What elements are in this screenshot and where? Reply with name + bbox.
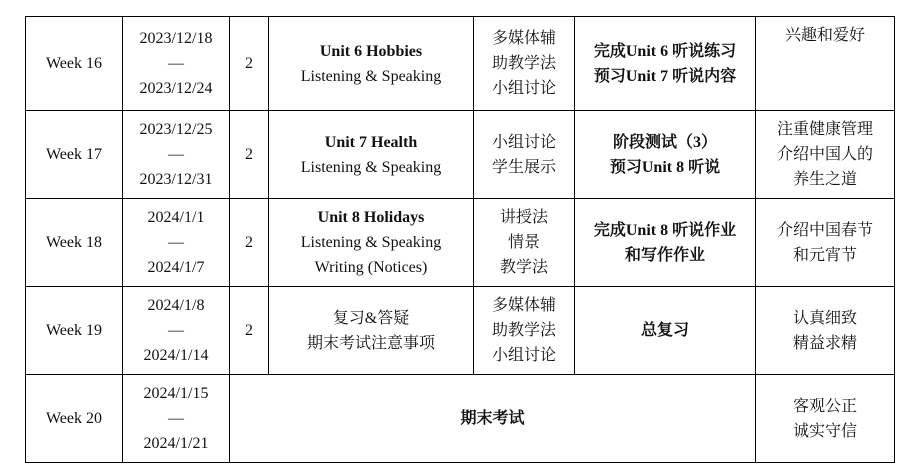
ideology-cell: 注重健康管理 介绍中国人的 养生之道	[756, 111, 895, 199]
week-cell: Week 17	[26, 111, 123, 199]
ideology-cell: 认真细致 精益求精	[756, 287, 895, 375]
method-cell: 多媒体辅 助教学法 小组讨论	[474, 287, 575, 375]
hours-cell: 2	[230, 17, 269, 111]
method-cell: 多媒体辅 助教学法 小组讨论	[474, 17, 575, 111]
date-cell: 2023/12/18 — 2023/12/24	[123, 17, 230, 111]
table-row	[26, 199, 895, 287]
content-cell: Unit 8 Holidays Listening & Speaking Writing (Notices)	[269, 199, 474, 287]
table-row	[26, 111, 895, 199]
content-cell: Unit 7 Health Listening & Speaking	[269, 111, 474, 199]
hours-cell: 2	[230, 111, 269, 199]
date-cell: 2024/1/15 — 2024/1/21	[123, 375, 230, 463]
week-cell: Week 16	[26, 17, 123, 111]
date-cell: 2024/1/1 — 2024/1/7	[123, 199, 230, 287]
date-cell: 2024/1/8 — 2024/1/14	[123, 287, 230, 375]
hours-cell: 2	[230, 287, 269, 375]
method-cell: 小组讨论 学生展示	[474, 111, 575, 199]
table-row	[26, 375, 895, 463]
content-cell: Unit 6 Hobbies Listening & Speaking	[269, 17, 474, 111]
assignment-cell: 完成Unit 6 听说练习 预习Unit 7 听说内容	[575, 17, 756, 111]
hours-cell: 2	[230, 199, 269, 287]
content-cell: 复习&答疑 期末考试注意事项	[269, 287, 474, 375]
schedule-table	[25, 16, 895, 463]
assignment-cell: 阶段测试（3） 预习Unit 8 听说	[575, 111, 756, 199]
week-cell: Week 19	[26, 287, 123, 375]
table-row	[26, 17, 895, 111]
assignment-cell: 完成Unit 8 听说作业 和写作作业	[575, 199, 756, 287]
final-exam-cell: 期末考试	[230, 375, 756, 463]
assignment-cell: 总复习	[575, 287, 756, 375]
ideology-cell: 客观公正 诚实守信	[756, 375, 895, 463]
week-cell: Week 18	[26, 199, 123, 287]
week-cell: Week 20	[26, 375, 123, 463]
method-cell: 讲授法 情景 教学法	[474, 199, 575, 287]
ideology-cell: 介绍中国春节 和元宵节	[756, 199, 895, 287]
table-row	[26, 287, 895, 375]
date-cell: 2023/12/25 — 2023/12/31	[123, 111, 230, 199]
ideology-cell: 兴趣和爱好	[756, 17, 895, 111]
